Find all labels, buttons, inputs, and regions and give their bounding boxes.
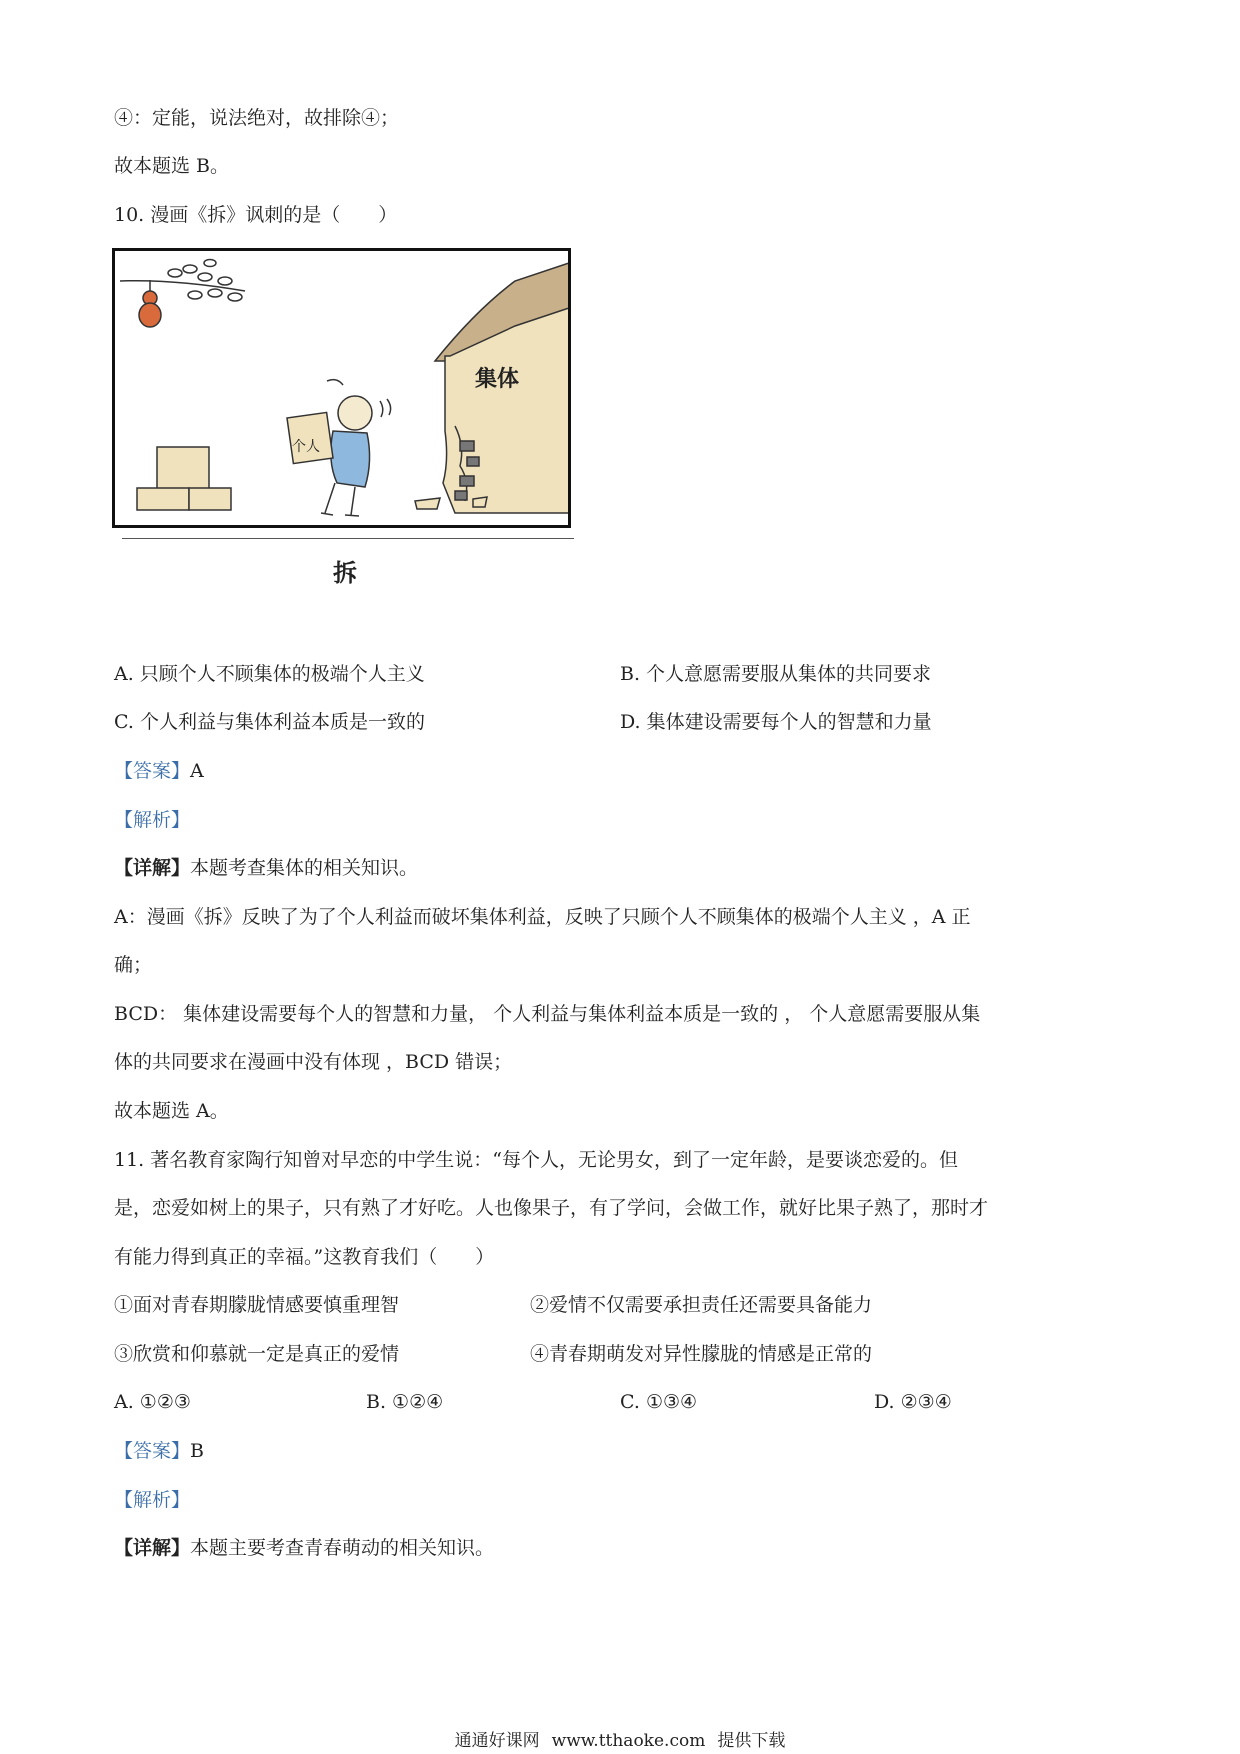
question-11-stem: 有能力得到真正的幸福。”这教育我们（ ） — [114, 1246, 495, 1268]
option-c: C. 个人利益与集体利益本质是一致的 — [114, 711, 425, 733]
option-b: B. 个人意愿需要服从集体的共同要求 — [620, 663, 932, 685]
footer-site: 通通好课网 — [454, 1731, 540, 1751]
question-11-stem: 11. 著名教育家陶行知曾对早恋的中学生说：“每个人，无论男女，到了一定年龄，是要谈恋爱的。但 — [114, 1149, 958, 1171]
question-10-stem: 10. 漫画《拆》讽刺的是（ ） — [114, 204, 398, 226]
question-11-stem: 是，恋爱如树上的果子，只有熟了才好吃。人也像果子，有了学问，会做工作，就好比果子熟了，那时才 — [114, 1197, 989, 1219]
answer-value: A — [190, 760, 204, 782]
answer-value: B — [190, 1440, 204, 1462]
option-d: D. 集体建设需要每个人的智慧和力量 — [620, 711, 932, 733]
option-c: C. ①③④ — [620, 1391, 698, 1413]
statement-3: ③欣赏和仰慕就一定是真正的爱情 — [114, 1343, 400, 1365]
page-footer — [0, 1726, 1240, 1751]
statement-4: ④青春期萌发对异性朦胧的情感是正常的 — [530, 1343, 873, 1365]
detail-tag: 【详解】 — [114, 857, 191, 879]
text-line: ④：定能，说法绝对，故排除④； — [114, 107, 400, 129]
cartoon-illustration — [112, 248, 575, 536]
detail-line — [114, 1533, 494, 1563]
option-a: A. 只顾个人不顾集体的极端个人主义 — [114, 663, 425, 685]
explanation-line: 确； — [114, 954, 153, 976]
cartoon-bottom-rule — [122, 538, 574, 539]
answer-tag: 【答案】 — [114, 760, 191, 782]
statement-2: ②爱情不仅需要承担责任还需要具备能力 — [530, 1294, 873, 1316]
detail-text: 本题主要考查青春萌动的相关知识。 — [190, 1537, 495, 1559]
explanation-line: 体的共同要求在漫画中没有体现 ，BCD 错误； — [114, 1051, 513, 1073]
collective-label: 集体 — [475, 367, 520, 392]
analysis-tag: 【解析】 — [114, 1489, 191, 1511]
branch-with-gourd — [120, 260, 245, 302]
detail-text: 本题考查集体的相关知识。 — [190, 857, 419, 879]
answer-line — [114, 756, 204, 786]
gourd — [139, 291, 161, 327]
explanation-line: 故本题选 A。 — [114, 1100, 229, 1122]
footer-url[interactable]: www.tthaoke.com — [551, 1731, 706, 1751]
text-line: 故本题选 B。 — [114, 155, 230, 177]
cartoon-drawing — [115, 251, 568, 525]
cartoon-frame — [112, 248, 571, 528]
brick-pile — [137, 447, 231, 510]
answer-line — [114, 1436, 204, 1466]
individual-label: 个人 — [292, 439, 320, 455]
cartoon-caption: 拆 — [333, 559, 357, 587]
footer-note: 提供下载 — [717, 1731, 786, 1751]
explanation-line: BCD： 集体建设需要每个人的智慧和力量， 个人利益与集体利益本质是一致的 ， 个人意愿需要服从集 — [114, 1003, 981, 1025]
detail-line — [114, 853, 418, 883]
answer-tag: 【答案】 — [114, 1440, 191, 1462]
option-b: B. ①②④ — [366, 1391, 444, 1413]
option-a: A. ①②③ — [114, 1391, 191, 1413]
option-d: D. ②③④ — [874, 1391, 952, 1413]
explanation-line: A：漫画《拆》反映了为了个人利益而破坏集体利益，反映了只顾个人不顾集体的极端个人主义 ，A 正 — [114, 906, 971, 928]
statement-1: ①面对青春期朦胧情感要慎重理智 — [114, 1294, 400, 1316]
detail-tag: 【详解】 — [114, 1537, 191, 1559]
analysis-tag: 【解析】 — [114, 809, 191, 831]
